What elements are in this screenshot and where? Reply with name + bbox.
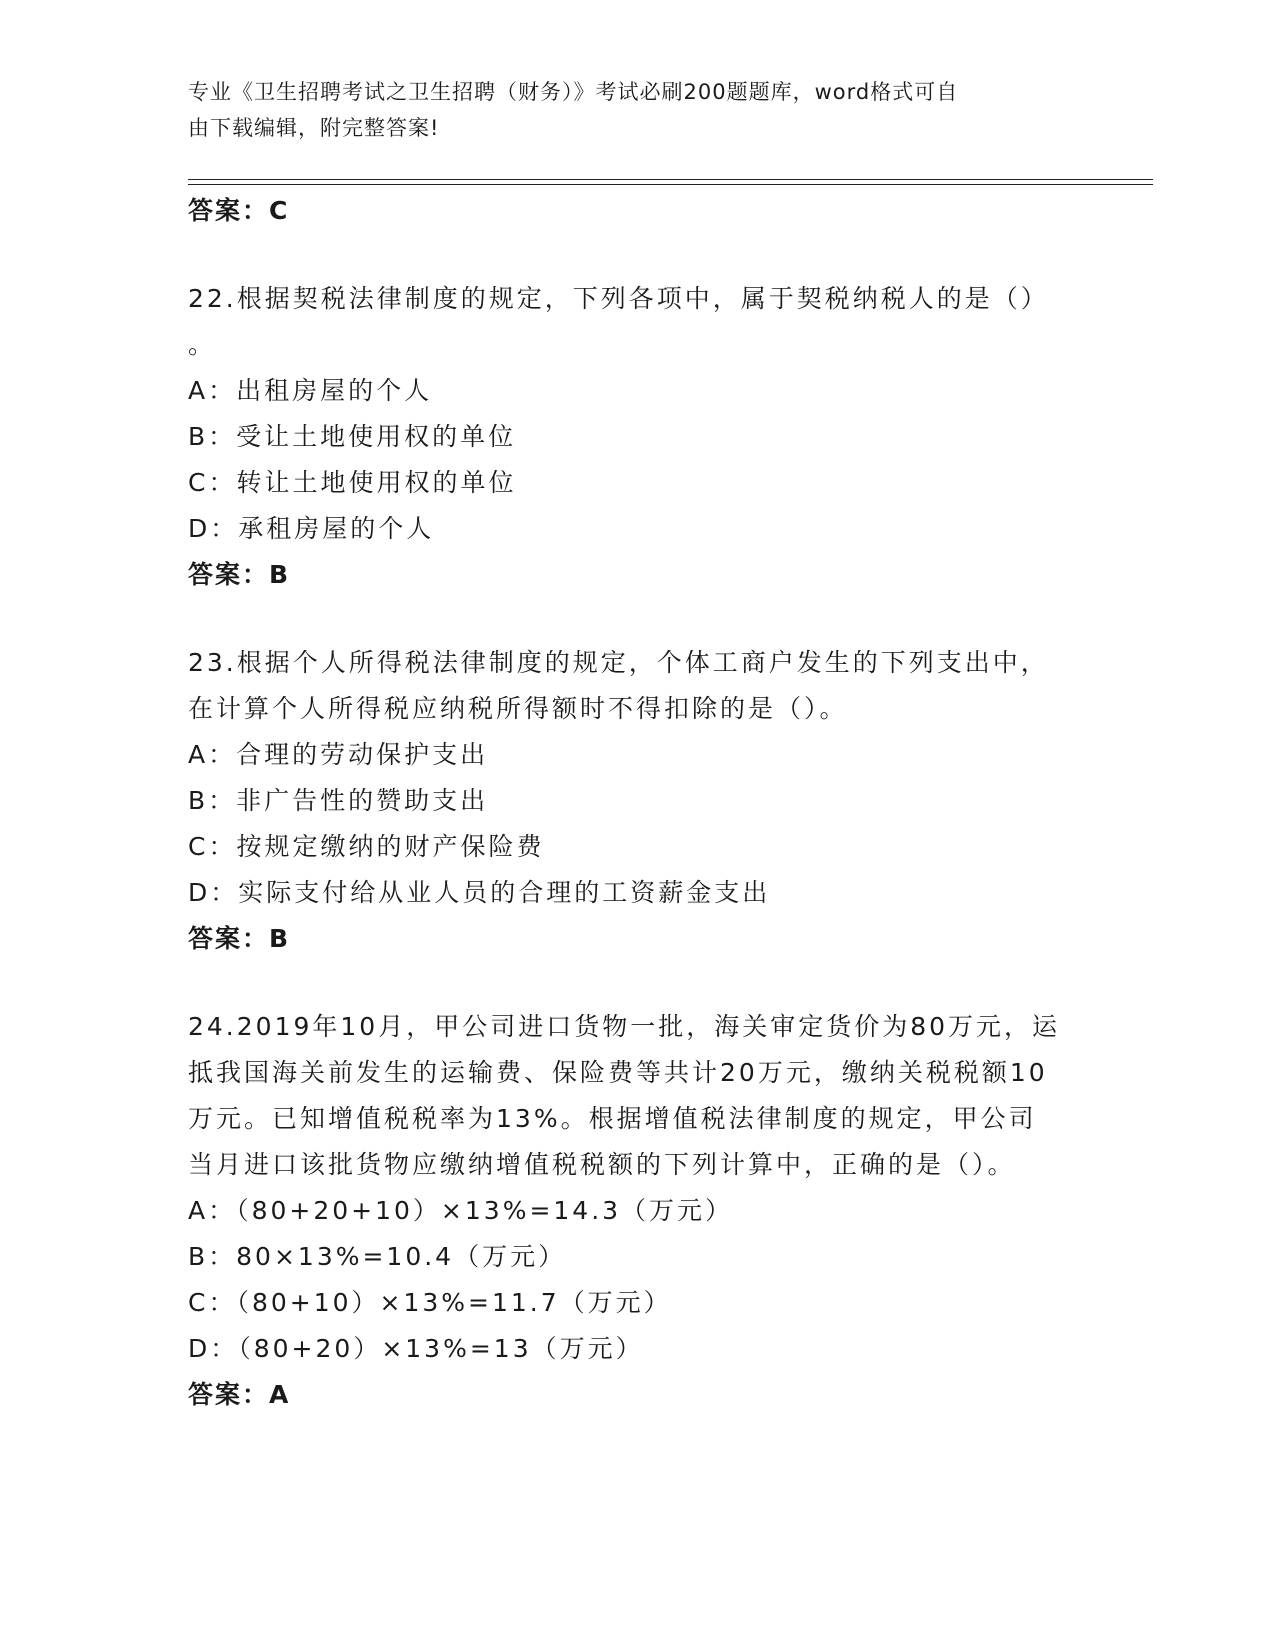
option-c: C：（80+10）×13%=11.7（万元）: [188, 1288, 672, 1317]
question-stem-line: 。: [188, 330, 217, 359]
question-answer: 答案：A: [188, 1380, 291, 1409]
document-header: [188, 74, 1068, 146]
spacer: [188, 598, 1088, 640]
option-a: A：（80+20+10）×13%=14.3（万元）: [188, 1196, 734, 1225]
header-line-1: 专业《卫生招聘考试之卫生招聘（财务）》考试必刷200题题库，word格式可自: [188, 80, 959, 104]
document-body: [188, 188, 1088, 1418]
option-b: B：受让土地使用权的单位: [188, 422, 517, 451]
header-line-2: 由下载编辑，附完整答案!: [188, 116, 440, 140]
question-stem-line: 23.根据个人所得税法律制度的规定，个体工商户发生的下列支出中，: [188, 648, 1049, 677]
option-a: A：出租房屋的个人: [188, 376, 433, 405]
question-stem-line: 抵我国海关前发生的运输费、保险费等共计20万元，缴纳关税税额10: [188, 1058, 1048, 1087]
question-answer: 答案：B: [188, 560, 291, 589]
spacer: [188, 234, 1088, 276]
question-stem-line: 万元。已知增值税税率为13%。根据增值税法律制度的规定，甲公司: [188, 1104, 1037, 1133]
option-a: A：合理的劳动保护支出: [188, 740, 489, 769]
question-answer: 答案：B: [188, 924, 291, 953]
question-stem-line: 当月进口该批货物应缴纳增值税税额的下列计算中，正确的是（）。: [188, 1150, 1016, 1179]
option-d: D：承租房屋的个人: [188, 514, 435, 543]
option-d: D：（80+20）×13%=13（万元）: [188, 1334, 644, 1363]
option-b: B：80×13%=10.4（万元）: [188, 1242, 567, 1271]
previous-answer: 答案：C: [188, 196, 290, 225]
option-d: D：实际支付给从业人员的合理的工资薪金支出: [188, 878, 771, 907]
question-block: [188, 640, 1088, 962]
option-b: B：非广告性的赞助支出: [188, 786, 489, 815]
header-divider-bottom: [188, 184, 1153, 185]
spacer: [188, 962, 1088, 1004]
question-stem-line: 在计算个人所得税应纳税所得额时不得扣除的是（）。: [188, 694, 848, 723]
question-block: [188, 276, 1088, 598]
question-stem-line: 24.2019年10月，甲公司进口货物一批，海关审定货价为80万元，运: [188, 1012, 1061, 1041]
option-c: C：按规定缴纳的财产保险费: [188, 832, 545, 861]
header-divider-top: [188, 179, 1153, 180]
question-block: [188, 1004, 1088, 1418]
question-stem-line: 22.根据契税法律制度的规定，下列各项中，属于契税纳税人的是（）: [188, 284, 1049, 313]
option-c: C：转让土地使用权的单位: [188, 468, 517, 497]
